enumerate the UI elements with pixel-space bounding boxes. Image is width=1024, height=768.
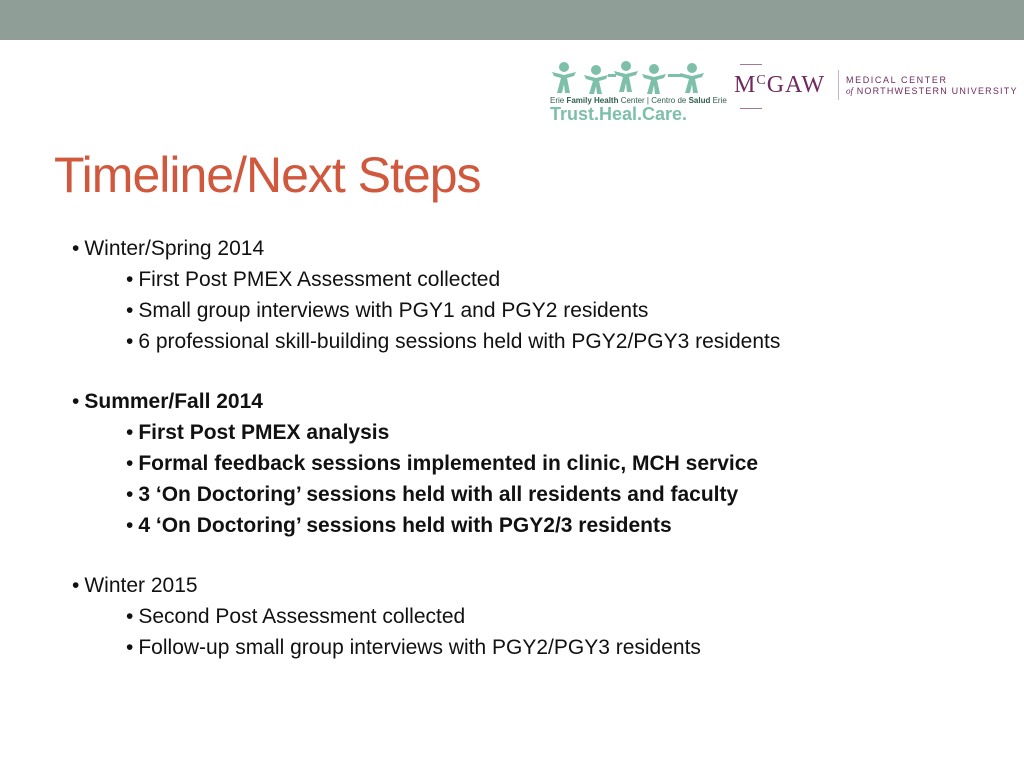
- bullet: •: [126, 421, 134, 444]
- bullet: •: [126, 330, 134, 353]
- section-winter-2015: [72, 570, 1012, 663]
- mcgaw-bottom-rule: [740, 108, 762, 109]
- section-heading: • Summer/Fall 2014: [72, 390, 263, 413]
- mcgaw-top-rule: [740, 64, 762, 65]
- section-summer-fall-2014: [72, 386, 1012, 541]
- mcgaw-medical-center-text: MEDICAL CENTER: [846, 75, 948, 85]
- section-heading: • Winter/Spring 2014: [72, 237, 265, 260]
- bullet: •: [126, 605, 134, 628]
- bullet: •: [126, 452, 134, 475]
- bullet: •: [126, 299, 134, 322]
- efhc-tagline: Trust.Heal.Care.: [550, 104, 688, 124]
- efhc-name-line: Erie Family Health Center | Centro de Salud Erie: [550, 96, 727, 105]
- list-item: • Small group interviews with PGY1 and PGY2 residents: [126, 299, 649, 322]
- list-item: • First Post PMEX analysis: [126, 421, 390, 444]
- logo-group: [548, 58, 1018, 130]
- bullet: •: [126, 514, 134, 537]
- bullet: •: [126, 483, 134, 506]
- erie-family-health-center-logo: [548, 58, 728, 128]
- mcgaw-wordmark: $M^CGAW$: [734, 72, 826, 98]
- top-header-band: [0, 0, 1024, 40]
- bullet: •: [126, 636, 134, 659]
- timeline-content: [72, 233, 1012, 663]
- mcgaw-medical-center-logo: [732, 58, 1018, 118]
- mcgaw-university-text: of NORTHWESTERN UNIVERSITY: [846, 86, 1018, 96]
- bullet: •: [72, 237, 80, 260]
- list-item: • 6 professional skill-building sessions held with PGY2/PGY3 residents: [126, 330, 781, 353]
- bullet: •: [72, 390, 80, 413]
- list-item: • 3 ‘On Doctoring’ sessions held with all residents and faculty: [126, 483, 739, 506]
- people-figures-icon: [550, 60, 728, 96]
- list-item: • First Post PMEX Assessment collected: [126, 268, 501, 291]
- section-winter-spring-2014: [72, 233, 1012, 357]
- list-item: • 4 ‘On Doctoring’ sessions held with PGY2/3 residents: [126, 514, 672, 537]
- bullet: •: [72, 574, 80, 597]
- list-item: • Second Post Assessment collected: [126, 605, 466, 628]
- section-heading: • Winter 2015: [72, 574, 198, 597]
- bullet: •: [126, 268, 134, 291]
- slide-title: Timeline/Next Steps: [54, 147, 481, 203]
- list-item: • Formal feedback sessions implemented in clinic, MCH service: [126, 452, 759, 475]
- mcgaw-divider: [838, 70, 839, 100]
- list-item: • Follow-up small group interviews with PGY2/PGY3 residents: [126, 636, 701, 659]
